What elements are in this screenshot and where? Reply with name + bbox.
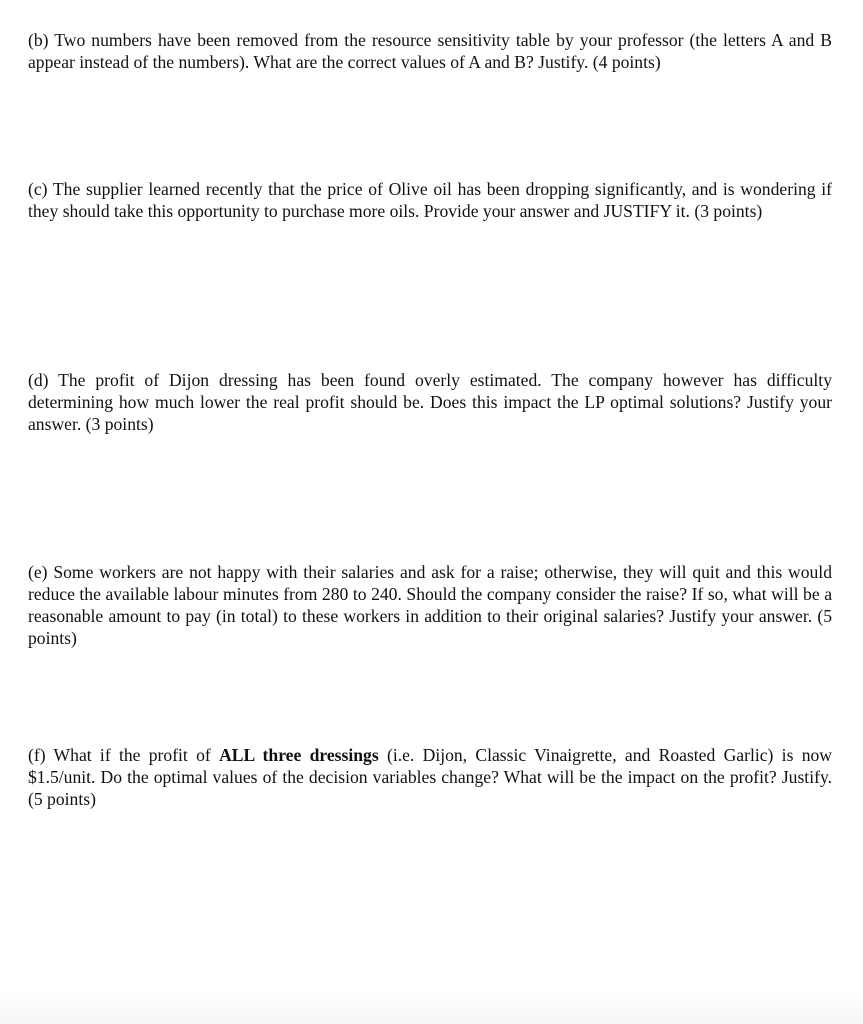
question-f-text-before: (f) What if the profit of bbox=[28, 745, 220, 765]
question-b: (b) Two numbers have been removed from the resource sensitivity table by your professor (the letters A and B appear instead of the numbers). What are the correct values of A and B? Justify. (4 points) bbox=[28, 30, 832, 72]
question-f-text-after: (i.e. Dijon, Classic Vinaigrette, and Roasted Garlic) is now $1.5/unit. Do the optimal values of the decision variables change? What will be the impact on the profit? Justify. (5 points) bbox=[28, 745, 832, 809]
question-c: (c) The supplier learned recently that the price of Olive oil has been dropping significantly, and is wondering if they should take this opportunity to purchase more oils. Provide your answer and JUSTIFY it. (3 points) bbox=[28, 179, 832, 221]
question-f bbox=[28, 744, 832, 810]
page-bottom-edge bbox=[0, 990, 863, 1024]
question-f-emphasis: ALL three dressings bbox=[219, 745, 379, 765]
question-e: (e) Some workers are not happy with their salaries and ask for a raise; otherwise, they will quit and this would reduce the available labour minutes from 280 to 240. Should the company consider the raise? If so, what will be a reasonable amount to pay (in total) to these workers in addition to their original salaries? Justify your answer. (5 points) bbox=[28, 562, 832, 648]
question-d: (d) The profit of Dijon dressing has been found overly estimated. The company however has difficulty determining how much lower the real profit should be. Does this impact the LP optimal solutions? Justify your answer. (3 points) bbox=[28, 370, 832, 434]
